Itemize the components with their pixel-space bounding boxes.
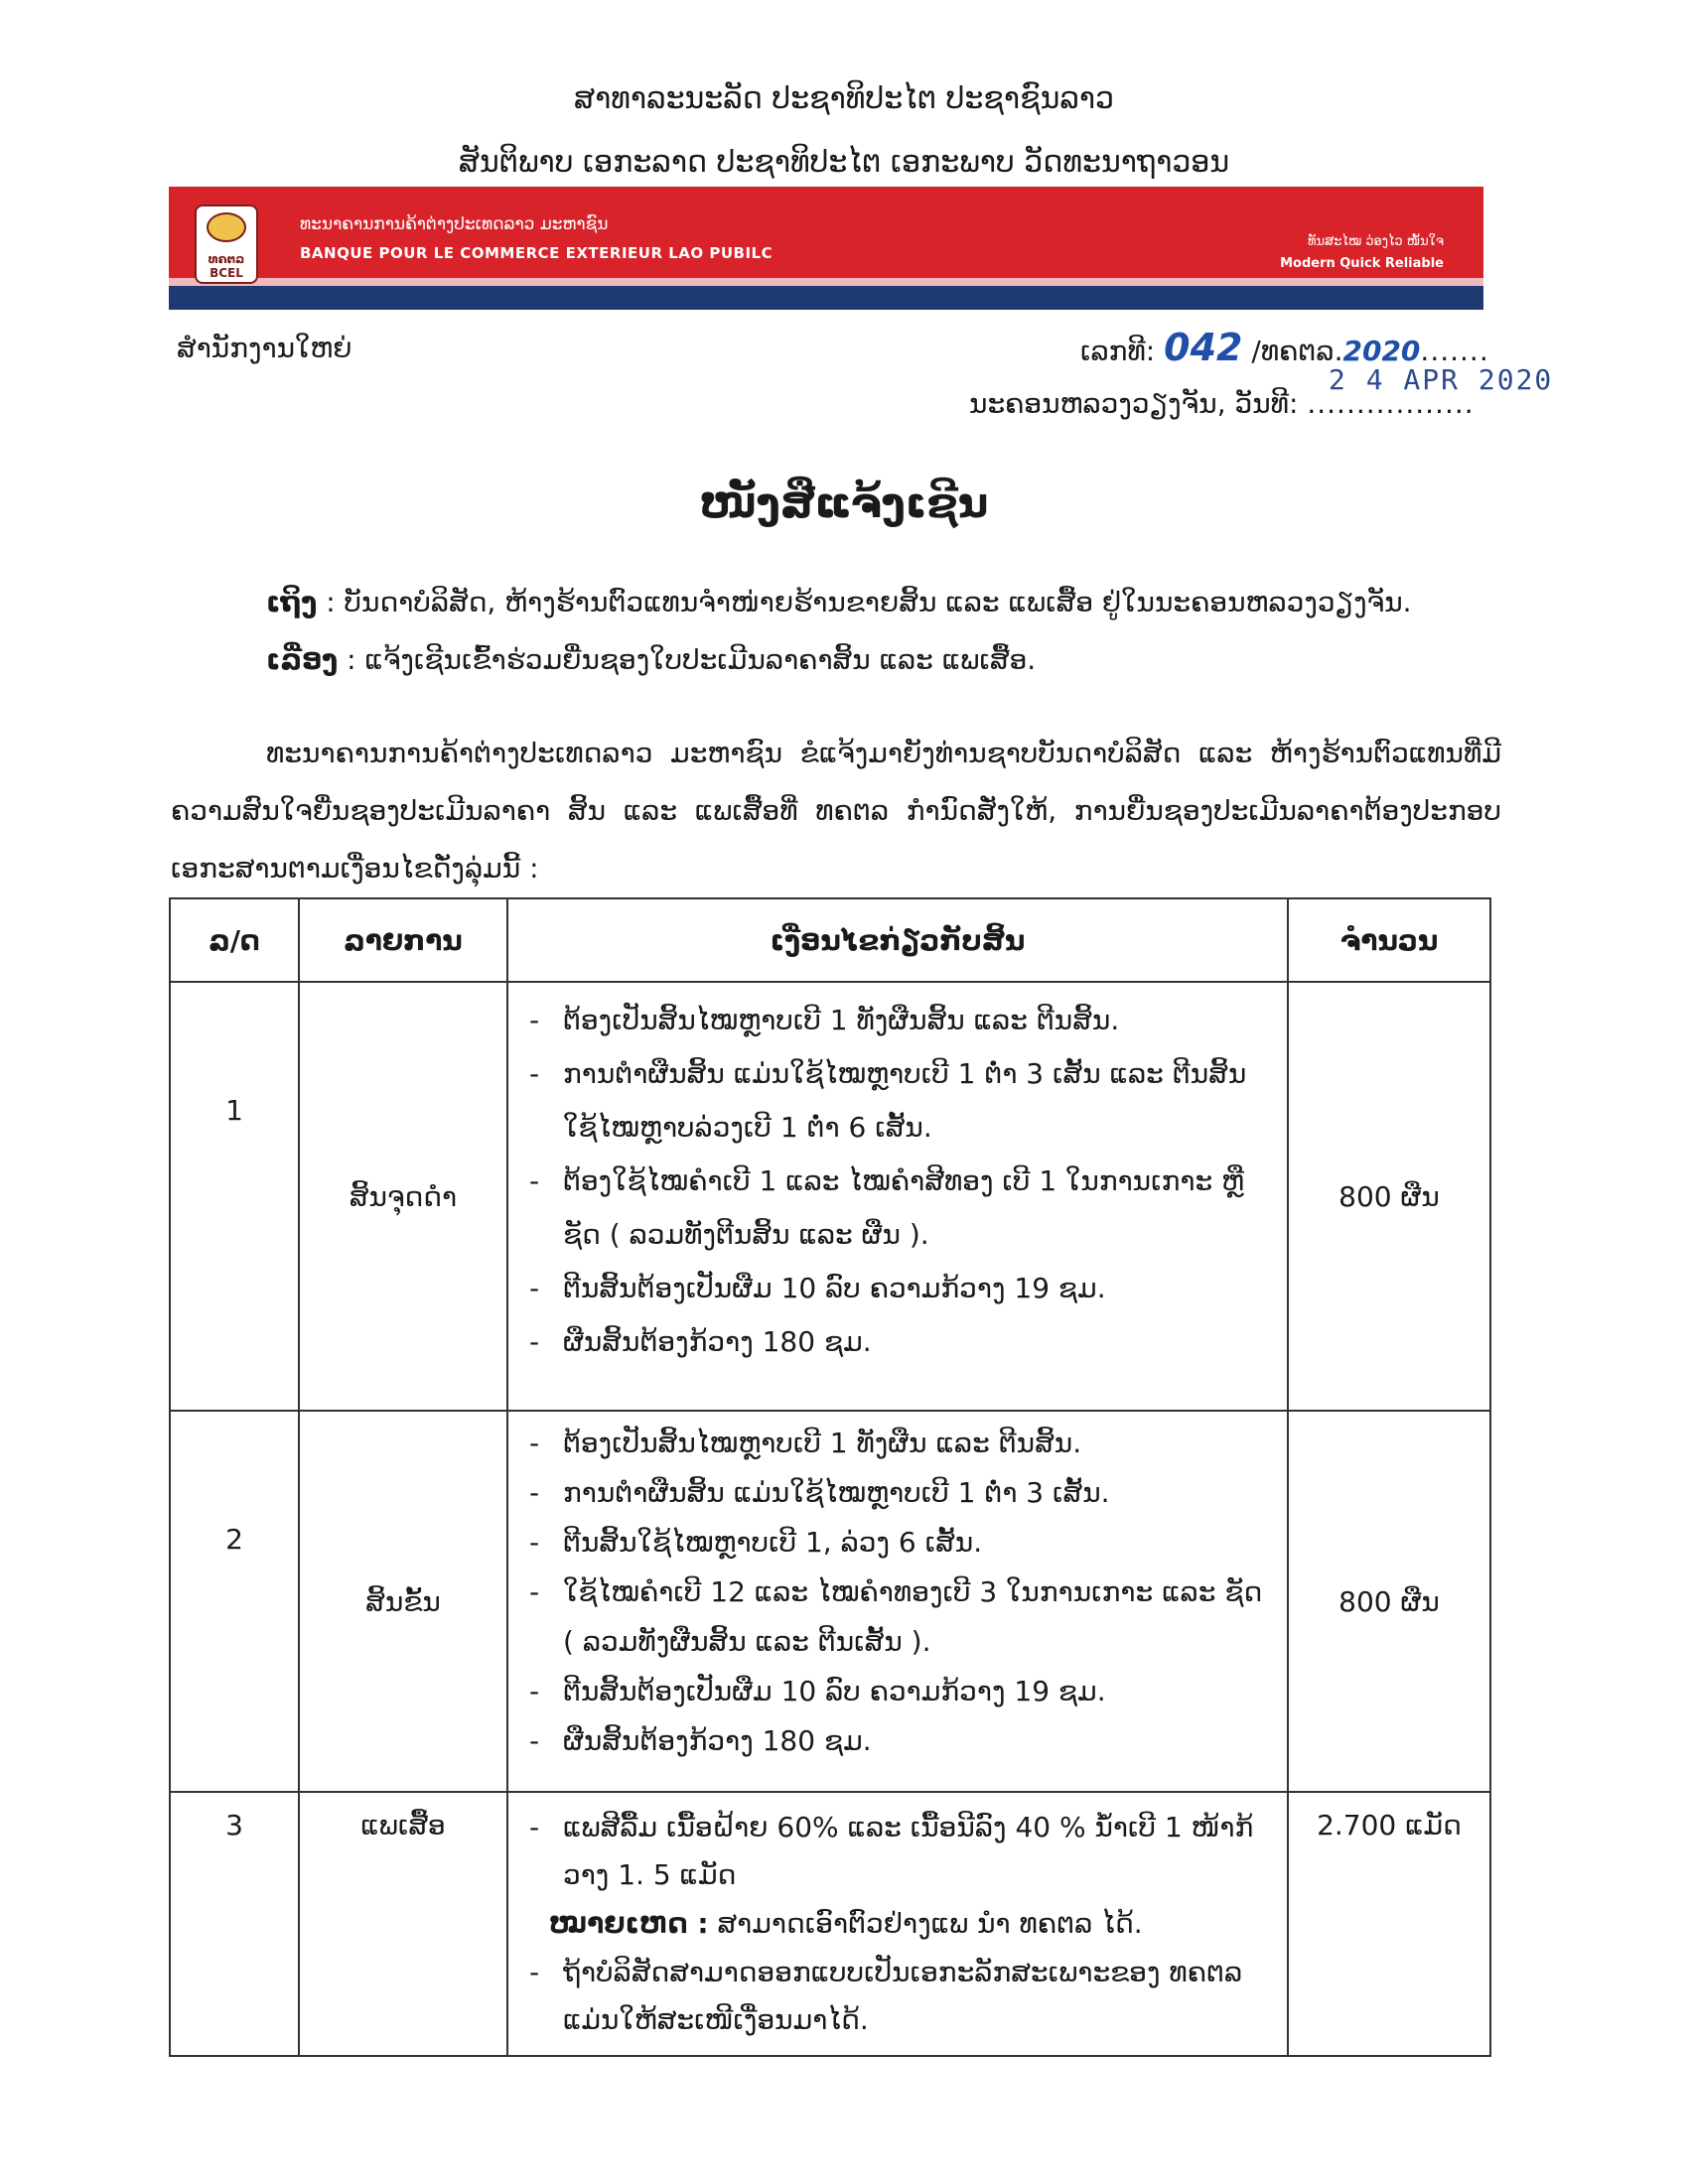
- condition-item: - ການຕຳຜືນສິ້ນ ແມ່ນໃຊ້ໄໝຫຼາບເບີ 1 ຕ່ຳ 3 ເສັ້ນ ແລະ ຕີນສິ້ນໃຊ້ໄໝຫຼາບລ່ວງເບີ 1 ຕ່ຳ 6 ເສັ້ນ.: [523, 1047, 1276, 1155]
- logo-emblem: [207, 212, 246, 242]
- condition-item: - ໃຊ້ໄໝຄຳເບີ 12 ແລະ ໄໝຄຳທອງເບີ 3 ໃນການເກາະ ແລະ ຊັດ ( ລວມທັງຜືນສິ້ນ ແລະ ຕີນເສັ້ນ ).: [523, 1568, 1276, 1667]
- bank-letterhead-banner: [169, 187, 1483, 310]
- slogan-english: Modern Quick Reliable: [1280, 256, 1444, 271]
- document-title: ໜັງສືແຈ້ງເຊີນ: [699, 478, 989, 527]
- bank-name-lao: ທະນາຄານການຄ້າຕ່າງປະເທດລາວ ມະຫາຊົນ: [300, 214, 609, 234]
- recipient-line: [266, 586, 1412, 618]
- place-date-line: [969, 387, 1475, 420]
- condition-item: - ຖ້າບໍລິສັດສາມາດອອກແບບເປັນເອກະລັກສະເພາະຂອງ ທຄຕລ ແມ່ນໃຫ້ສະເໜີເງື່ອນມາໄດ້.: [523, 1949, 1276, 2044]
- condition-item: - ຕີນສິ້ນໃຊ້ໄໝຫຼາບເບີ 1, ລ່ວງ 6 ເສັ້ນ.: [523, 1518, 1276, 1568]
- condition-item: - ແພສີລື້ມ ເນື້ອຝ້າຍ 60% ແລະ ເນື້ອນີລົງ 40 % ນ້ຳເບີ 1 ໜ້າກ້ວາງ 1. 5 ແມັດ: [523, 1804, 1276, 1899]
- subject-line: [266, 643, 1036, 676]
- banner-accent-stripe: [169, 278, 1483, 286]
- row-item: ສິ້ນຈຸດດຳ: [299, 982, 507, 1411]
- header-quantity: ຈຳນວນ: [1288, 898, 1490, 982]
- slogan-lao: ທັນສະໄໝ ວ່ອງໄວ ໜັ້ນໃຈ: [1308, 234, 1444, 249]
- to-text: : ບັນດາບໍລິສັດ, ຫ້າງຮ້ານຕົວແທນຈຳໜ່າຍຮ້ານຂາຍສິ້ນ ແລະ ແພເສື້ອ ຢູ່ໃນນະຄອນຫລວງວຽງຈັນ.: [326, 586, 1412, 618]
- bank-name-french: BANQUE POUR LE COMMERCE EXTERIEUR LAO PUBILC: [300, 244, 774, 262]
- ref-suffix: /ທຄຕລ.: [1251, 335, 1343, 367]
- condition-item: - ຜືນສິ້ນຕ້ອງກ້ວາງ 180 ຊມ.: [523, 1716, 1276, 1766]
- date-stamp: 2 4 APR 2020: [1329, 363, 1554, 396]
- row-quantity: 800 ຜືນ: [1288, 982, 1490, 1411]
- header-no: ລ/ດ: [170, 898, 299, 982]
- note-line: [509, 1899, 1286, 1949]
- row-conditions: [507, 1792, 1288, 2056]
- condition-item: - ຕີນສິ້ນຕ້ອງເປັນຜືມ 10 ລົບ ຄວາມກ້ວາງ 19 ຊມ.: [523, 1262, 1276, 1315]
- row-quantity: 800 ຜືນ: [1288, 1411, 1490, 1792]
- table-header-row: [170, 898, 1490, 982]
- note-text: ສາມາດເອົາຕົວຢ່າງແພ ນຳ ທຄຕລ ໄດ້.: [717, 1907, 1143, 1940]
- place-date-label: ນະຄອນຫລວງວຽງຈັນ, ວັນທີ:: [969, 387, 1299, 420]
- row-quantity: 2.700 ແມັດ: [1288, 1792, 1490, 2056]
- table-row: [170, 1792, 1490, 2056]
- condition-item: - ຜືນສິ້ນຕ້ອງກ້ວາງ 180 ຊມ.: [523, 1315, 1276, 1369]
- subject-label: ເລື່ອງ: [266, 643, 339, 676]
- row-item: ແພເສື້ອ: [299, 1792, 507, 2056]
- condition-item: - ຕ້ອງໃຊ້ໄໝຄຳເບີ 1 ແລະ ໄໝຄຳສີທອງ ເບີ 1 ໃນການເກາະ ຫຼື ຊັດ ( ລວມທັງຕີນສິ້ນ ແລະ ຜືນ ).: [523, 1155, 1276, 1262]
- note-label: ໝາຍເຫດ :: [549, 1907, 709, 1940]
- banner-navy-stripe: [169, 286, 1483, 310]
- body-paragraph: ທະນາຄານການຄ້າຕ່າງປະເທດລາວ ມະຫາຊົນ ຂໍແຈ້ງມາຍັງທ່ານຊາບບັນດາບໍລິສັດ ແລະ ຫ້າງຮ້ານຕົວແທນທີ່ມີຄວາມສົນໃຈຍື່ນຊອງປະເມີນລາຄາ ສິ້ນ ແລະ ແພເສື້ອທີ່ ທຄຕລ ກຳນົດສັ່ງໃຫ້, ການຍື່ນຊອງປະເມີນລາຄາຕ້ອງປະກອບເອກະສານຕາມເງື່ອນໄຂດັ່ງລຸ່ມນີ້ :: [171, 737, 1501, 885]
- condition-item: - ຕ້ອງເປັນສິ້ນໄໝຫຼາບເບີ 1 ທັງຜືນສິ້ນ ແລະ ຕີນສິ້ນ.: [523, 994, 1276, 1047]
- bank-logo-icon: [195, 205, 258, 284]
- national-header-line2: ສັນຕິພາບ ເອກະລາດ ປະຊາທິປະໄຕ ເອກະພາບ ວັດທະນາຖາວອນ: [458, 145, 1230, 180]
- row-no: 3: [170, 1792, 299, 2056]
- ref-year: 2020: [1342, 335, 1421, 367]
- row-item: ສິ້ນຂັ້ນ: [299, 1411, 507, 1792]
- logo-text: ທຄຕລ BCEL: [208, 252, 245, 280]
- national-header-line1: ສາທາລະນະລັດ ປະຊາທິປະໄຕ ປະຊາຊົນລາວ: [574, 81, 1114, 116]
- condition-item: - ການຕຳຜືນສິ້ນ ແມ່ນໃຊ້ໄໝຫຼາບເບີ 1 ຕ່ຳ 3 ເສັ້ນ.: [523, 1468, 1276, 1518]
- subject-text: : ແຈ້ງເຊີນເຂົ້າຮ່ວມຍື່ນຊອງໃບປະເມີນລາຄາສິ້ນ ແລະ ແພເສື້ອ.: [347, 643, 1037, 676]
- header-item: ລາຍການ: [299, 898, 507, 982]
- condition-item: - ຕີນສິ້ນຕ້ອງເປັນຜືມ 10 ລົບ ຄວາມກ້ວາງ 19 ຊມ.: [523, 1667, 1276, 1716]
- date-dots: .................: [1307, 387, 1475, 420]
- header-conditions: ເງື່ອນໄຂກ່ຽວກັບສິ້ນ: [507, 898, 1288, 982]
- row-conditions: [507, 1411, 1288, 1792]
- row-no: 1: [170, 982, 299, 1411]
- condition-item: - ຕ້ອງເປັນສິ້ນໄໝຫຼາບເບີ 1 ທັງຜືນ ແລະ ຕີນສິ້ນ.: [523, 1419, 1276, 1468]
- row-conditions: [507, 982, 1288, 1411]
- requirements-table: [169, 897, 1491, 2057]
- table-row: [170, 1411, 1490, 1792]
- ref-number: 042: [1164, 326, 1243, 369]
- office-name: ສຳນັກງານໃຫຍ່: [177, 332, 352, 364]
- table-row: [170, 982, 1490, 1411]
- ref-label: ເລກທີ:: [1080, 335, 1156, 367]
- ref-dots: .......: [1420, 335, 1489, 367]
- to-label: ເຖິງ: [266, 586, 318, 618]
- row-no: 2: [170, 1411, 299, 1792]
